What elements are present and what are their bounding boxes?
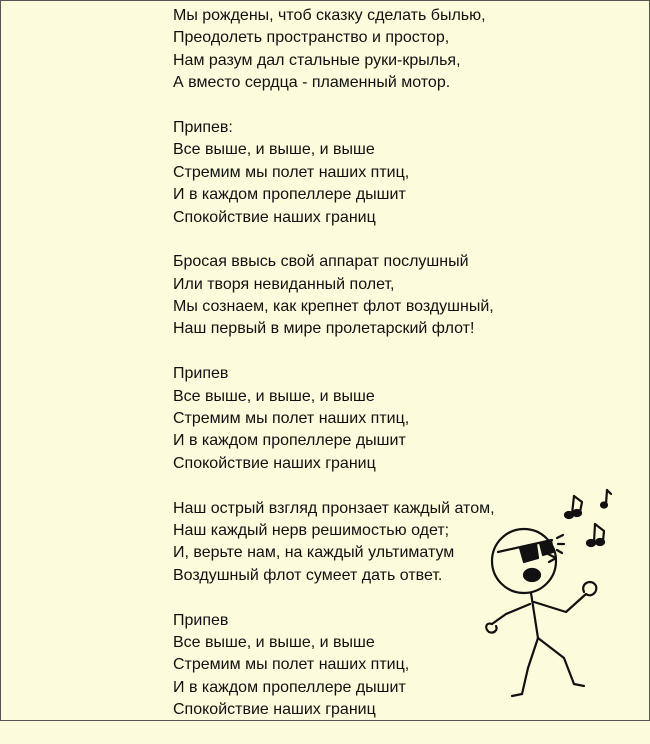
stanza <box>173 498 495 588</box>
music-notes-icon <box>565 490 611 546</box>
poem-line: Припев <box>173 365 229 383</box>
poem-line: Спокойствие наших границ <box>173 208 376 226</box>
poem-line: Нам разум дал стальные руки-крылья, <box>173 51 461 69</box>
poem-line: И, верьте нам, на каждый ультиматум <box>173 544 455 562</box>
stanza <box>173 5 495 95</box>
poem-line: И в каждом пропеллере дышит <box>173 186 406 204</box>
poem-line: Воздушный флот сумеет дать ответ. <box>173 566 443 584</box>
poem-line: Преодолеть пространство и простор, <box>173 29 450 47</box>
poem-line: Наш первый в мире пролетарский флот! <box>173 320 475 338</box>
poem-line: Бросая ввысь свой аппарат послушный <box>173 253 469 271</box>
poem-line: Все выше, и выше, и выше <box>173 633 375 651</box>
poem-line: Наш острый взгляд пронзает каждый атом, <box>173 499 495 517</box>
poem-line: Припев: <box>173 118 233 136</box>
poem-line: Спокойствие наших границ <box>173 701 376 719</box>
poem-line: И в каждом пропеллере дышит <box>173 678 406 696</box>
poem-line: Или творя невиданный полет, <box>173 275 395 293</box>
singing-stickman-with-sunglasses-icon <box>476 486 621 711</box>
poem-line: А вместо сердца - пламенный мотор. <box>173 74 451 92</box>
stanza <box>173 610 495 722</box>
poem-line: Все выше, и выше, и выше <box>173 141 375 159</box>
poem-text <box>173 5 495 744</box>
poem-line: Стремим мы полет наших птиц, <box>173 410 410 428</box>
poem-line: Припев <box>173 611 229 629</box>
stanza <box>173 363 495 475</box>
poem-line: Мы сознаем, как крепнет флот воздушный, <box>173 298 494 316</box>
poem-line: Стремим мы полет наших птиц, <box>173 163 410 181</box>
poem-line: Мы рождены, чтоб сказку сделать былью, <box>173 7 486 24</box>
stanza <box>173 251 495 341</box>
poem-line: И в каждом пропеллере дышит <box>173 432 406 450</box>
stanza <box>173 117 495 229</box>
poem-line: Все выше, и выше, и выше <box>173 387 375 405</box>
poem-line: Спокойствие наших границ <box>173 454 376 472</box>
poem-line: Стремим мы полет наших птиц, <box>173 656 410 674</box>
poem-line: Наш каждый нерв решимостью одет; <box>173 521 450 539</box>
